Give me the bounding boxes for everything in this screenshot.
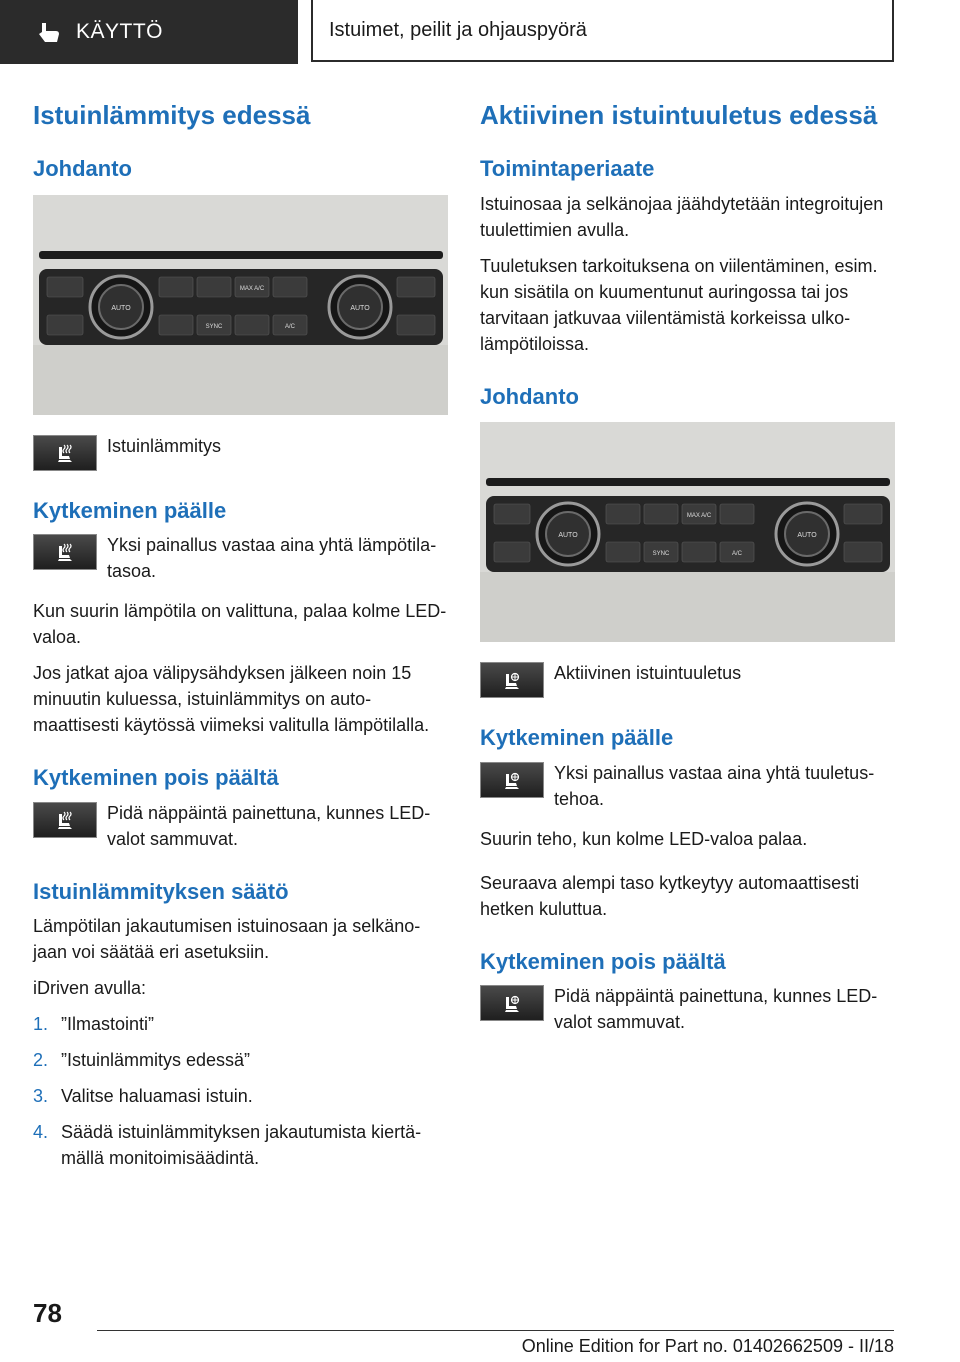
principle-paragraph-1: Istuinosaa ja selkänojaa jäähdytetään integroitujen tuulettimien avulla.: [480, 193, 884, 240]
heating-on-text: Yksi painallus vastaa aina yhtä lämpötilatasoa.: [107, 535, 437, 582]
chapter-tab-label: KÄYTTÖ: [76, 20, 164, 43]
seat-heating-button: [33, 802, 97, 838]
section-title: Istuimet, peilit ja ohjauspyörä: [311, 0, 894, 62]
climate-control-panel-photo: [480, 422, 895, 642]
principle-heading: Toimintaperiaate: [480, 156, 655, 182]
ventilation-off-heading: Kytkeminen pois päältä: [480, 948, 726, 974]
panel-label-sync: SYNC: [205, 323, 223, 330]
seat-heating-title: Istuinlämmitys edessä: [33, 100, 311, 130]
seat-heating-button: [33, 534, 97, 570]
heating-on-paragraph-1: Kun suurin lämpötila on valittuna, palaa kolme LED-valoa.: [33, 601, 447, 648]
panel-label-ac: A/C: [731, 551, 743, 558]
heating-adjust-paragraph-2: iDriven avulla:: [33, 978, 147, 999]
seat-ventilation-icon: [501, 669, 523, 691]
heating-on-paragraph-2: Jos jatkat ajoa välipysähdyksen jälkeen noin 15 minuutin kuluessa, istuinlämmitys on automaattisesti käytössä viimeksi valitulla lämpötilalla.: [33, 663, 430, 736]
list-item: 1. ”Ilmastointi”: [33, 1014, 155, 1035]
panel-label-max-ac: MAX A/C: [239, 285, 265, 292]
panel-label-ac: A/C: [284, 323, 296, 330]
ventilation-on-paragraph-1: Suurin teho, kun kolme LED-valoa palaa.: [480, 828, 808, 849]
list-item: 4. Säädä istuinlämmityksen jakautumista kiertämällä monitoimisäädintä.: [33, 1122, 422, 1169]
seat-heating-button: [33, 435, 97, 471]
seat-heating-icon-row: [33, 433, 448, 471]
climate-control-panel-photo: [33, 195, 448, 415]
seat-ventilation-icon: [501, 769, 523, 791]
panel-label-sync: SYNC: [652, 551, 670, 558]
panel-label-auto-left: AUTO: [111, 304, 131, 312]
ventilation-off-icon-row: [480, 983, 895, 1035]
ventilation-on-icon-row: [480, 760, 895, 812]
footer-divider: [97, 1330, 894, 1331]
page-number: 78: [33, 1298, 62, 1328]
seat-heating-intro-heading: Johdanto: [33, 156, 132, 182]
right-column: [480, 100, 895, 1049]
ventilation-on-paragraph-2: Seuraava alempi taso kytkeytyy automaattisesti hetken kuluttua.: [480, 872, 860, 919]
ventilation-off-text: Pidä näppäintä painettuna, kunnes LED-valot sammuvat.: [554, 986, 878, 1033]
seat-ventilation-button: [480, 985, 544, 1021]
heating-on-heading: Kytkeminen päälle: [33, 497, 227, 523]
seat-heating-icon: [54, 541, 76, 563]
heating-off-heading: Kytkeminen pois päältä: [33, 765, 279, 791]
seat-heating-icon: [54, 442, 76, 464]
panel-label-auto-right: AUTO: [797, 532, 817, 540]
heating-off-text: Pidä näppäintä painettuna, kunnes LED-valot sammuvat.: [107, 802, 431, 849]
panel-label-max-ac: MAX A/C: [686, 513, 712, 520]
footer-edition: Online Edition for Part no. 01402662509 - II/18: [521, 1336, 894, 1356]
seat-heating-caption: Istuinlämmitys: [107, 435, 222, 456]
hand-pointer-icon: [36, 19, 62, 45]
seat-ventilation-icon-row: [480, 660, 895, 698]
seat-heating-icon: [54, 809, 76, 831]
ventilation-on-text: Yksi painallus vastaa aina yhtä tuuletustehoa.: [554, 762, 875, 809]
principle-paragraph-2: Tuuletuksen tarkoituksena on viilentäminen, esim. kun sisätila on kuumentunut auringossa tai jos tarvitaan jatkuvaa viilentämistä korkeissa ulkolämpötiloissa.: [480, 255, 878, 354]
left-column: [33, 100, 448, 1181]
list-item: 3. Valitse haluamasi istuin.: [33, 1086, 253, 1107]
seat-ventilation-button: [480, 762, 544, 798]
ventilation-on-heading: Kytkeminen päälle: [480, 725, 674, 751]
seat-ventilation-icon: [501, 992, 523, 1014]
heating-adjust-heading: Istuinlämmityksen säätö: [33, 878, 289, 904]
heating-off-icon-row: [33, 800, 448, 852]
heating-on-icon-row: [33, 532, 448, 584]
chapter-tab[interactable]: [0, 0, 298, 64]
seat-ventilation-button: [480, 662, 544, 698]
ventilation-intro-heading: Johdanto: [480, 383, 579, 409]
seat-ventilation-title: Aktiivinen istuintuuletus edessä: [480, 100, 878, 130]
heating-adjust-paragraph-1: Lämpötilan jakautumisen istuinosaan ja selkänojaan voi säätää eri asetuksiin.: [33, 916, 421, 963]
panel-label-auto-left: AUTO: [558, 532, 578, 540]
seat-ventilation-caption: Aktiivinen istuintuuletus: [554, 663, 742, 684]
idrive-steps-list: [33, 1011, 448, 1171]
list-item: 2. ”Istuinlämmitys edessä”: [33, 1050, 251, 1071]
panel-label-auto-right: AUTO: [350, 304, 370, 312]
